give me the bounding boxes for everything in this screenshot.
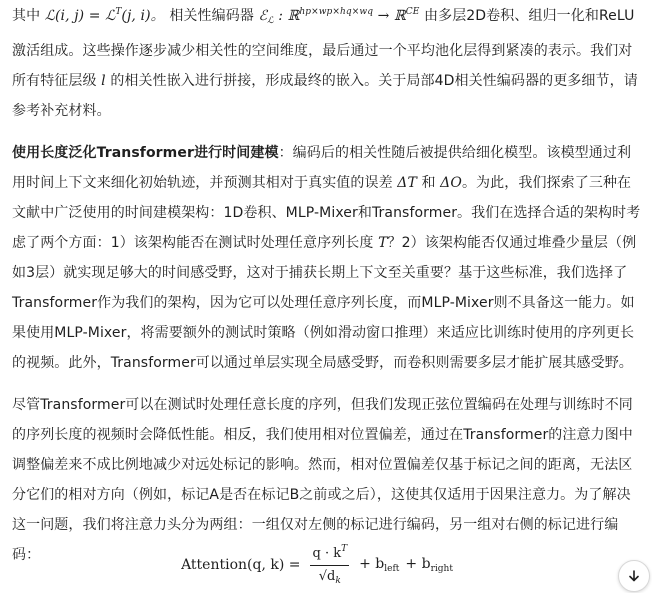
text: 由多层2D卷积、组归一化和ReLU激活组成。这些操作逐步减少相关性的空间维度，最后通过一个平均池化层得到紧凑的表示。我们对所有特征层级	[12, 8, 635, 89]
text: ？2）该架构能否仅通过堆叠少量层（例如3层）就实现足够大的时间感受野，这对于捕获长期上下文至关重要？基于这些标准，我们选择了Transformer作为我们的架构，因为它可以处理任意序列长度，而MLP-Mixer则不具备这一能力。如果使用MLP-Mixer，将需要额外的测试时策略（例如滑动窗口推理）来适应比训练时使用的序列更长的视频。此外，Transformer可以通过单层实现全局感受野，而卷积则需要多层才能扩展其感受野。	[12, 235, 637, 371]
text: 尽管Transformer可以在测试时处理任意长度的序列，但我们发现正弦位置编码在处理与训练时不同的序列长度的视频时会降低性能。相反，我们使用相对位置偏差，通过在Transformer的注意力图中调整偏差来不成比例地减少对远处标记的影响。然而，相对位置偏差仅基于标记之间的距离，无法区分它们的相对方向（例如，标记A是否在标记B之前或之后），这使其仅适用于因果注意力。为了解决这一问题，我们将注意力头分为两组：一组仅对左侧的标记进行编码，另一组对右侧的标记进行编码：	[12, 397, 633, 563]
math-inline: ℰ$_ℒ$ : ℝ$^{hp\times wp\times hq\times wq}$ → ℝ$^{CE}$	[258, 7, 420, 26]
math-inline: l	[101, 73, 106, 89]
formula-bias-left: + $b_{left}$	[359, 556, 400, 574]
attention-formula	[0, 540, 652, 590]
document-body	[12, 0, 644, 570]
scroll-down-button[interactable]	[618, 560, 650, 592]
section-heading: 使用长度泛化Transformer进行时间建模	[12, 145, 279, 161]
paragraph-correlation-encoder	[12, 0, 644, 126]
text: 的相关性嵌入进行拼接，形成最终的嵌入。关于局部4D相关性编码器的更多细节，请参考补充材料。	[12, 73, 638, 119]
text: 。为此，我们探索了三种在文献中广泛使用的时间建模架构：1D卷积、MLP-Mixer和Transformer。我们在选择合适的架构时考虑了两个方面：1）该架构能否在测试时处理任意序列长度	[12, 175, 641, 251]
text: ：编码后的相关性随后被提供给细化模型。该模型通过利用时间上下文来细化初始轨迹，并预测其相对于真实值的误差	[12, 145, 632, 191]
formula-lhs: Attention(q, k) =	[181, 557, 301, 573]
math-inline: ΔT	[397, 175, 417, 191]
formula-fraction: $\frac{q \cdot k^T}{√d_k}$	[310, 540, 349, 590]
math-inline: ℒ(i, j) = ℒ$^T$(j, i)。	[44, 7, 165, 24]
text: 和	[421, 175, 436, 191]
math-inline: ΔO	[440, 175, 462, 191]
text: 相关性编码器	[169, 8, 254, 24]
paragraph-temporal-modeling	[12, 138, 644, 378]
text: 其中	[12, 8, 41, 24]
formula-bias-right: + $b_{right}$	[405, 556, 453, 574]
arrow-down-icon	[627, 569, 641, 583]
math-inline: T	[378, 235, 388, 251]
